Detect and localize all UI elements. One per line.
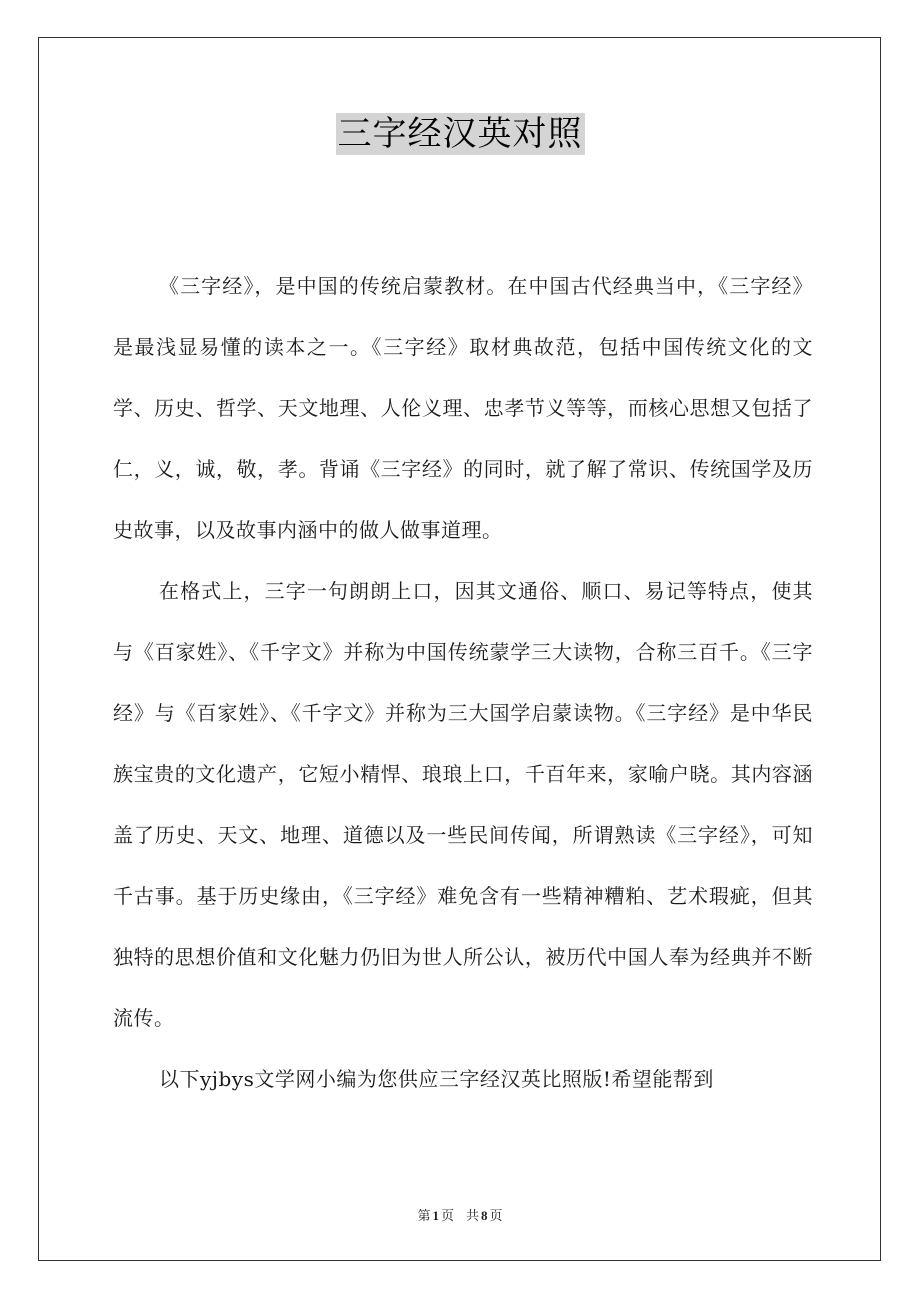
document-body (113, 256, 813, 1110)
current-page-number: 1 (432, 1208, 439, 1223)
page-word: 页 (440, 1208, 454, 1223)
paragraph-closing: 以下yjbys文学网小编为您供应三字经汉英比照版!希望能帮到 (159, 1067, 714, 1091)
paragraph-format: 在格式上，三字一句朗朗上口，因其文通俗、顺口、易记等特点，使其与《百家姓》、《千字文》并称为中国传统蒙学三大读物，合称三百千。《三字经》与《百家姓》、《千字文》并称为三大国学启蒙读物。《三字经》是中华民族宝贵的文化遗产，它短小精悍、琅琅上口，千百年来，家喻户晓。其内容涵盖了历史、天文、地理、道德以及一些民间传闻，所谓熟读《三字经》，可知千古事。基于历史缘由，《三字经》难免含有一些精神糟粕、艺术瑕疵，但其独特的思想价值和文化魅力仍旧为世人所公认，被历代中国人奉为经典并不断流传。 (113, 579, 813, 1030)
paragraph-intro: 《三字经》，是中国的传统启蒙教材。在中国古代经典当中，《三字经》是最浅显易懂的读本之一。《三字经》取材典故范，包括中国传统文化的文学、历史、哲学、天文地理、人伦义理、忠孝节义等等，而核心思想又包括了仁，义，诚，敬，孝。背诵《三字经》的同时，就了解了常识、传统国学及历史故事，以及故事内涵中的做人做事道理。 (113, 274, 813, 542)
page-prefix: 第 (417, 1208, 431, 1223)
total-pages-number: 8 (481, 1208, 488, 1223)
total-suffix: 页 (489, 1208, 503, 1223)
title-container (0, 113, 920, 155)
total-prefix: 共 (466, 1208, 480, 1223)
page-footer (0, 1205, 920, 1224)
document-title: 三字经汉英对照 (337, 114, 583, 154)
